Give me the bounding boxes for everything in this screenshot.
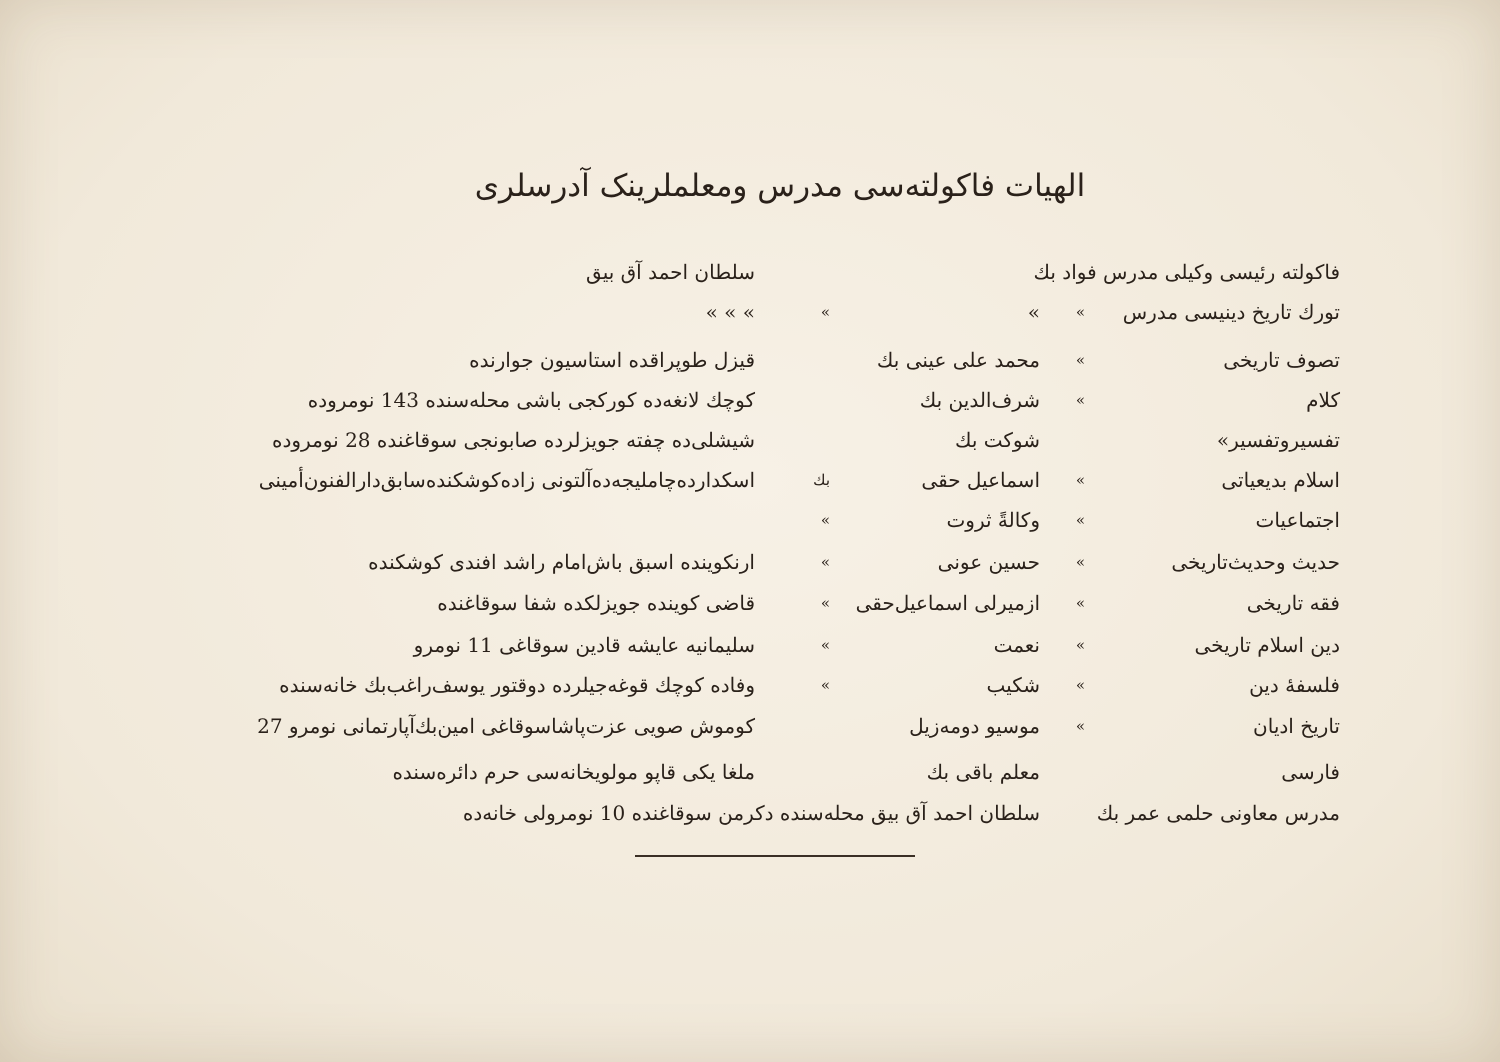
ditto-mark: » — [820, 511, 830, 529]
row-subject: کلام — [1306, 388, 1340, 412]
row-name: شوکت بك — [954, 428, 1040, 452]
list-row — [150, 665, 1340, 705]
row-address: کوچك لانغه‌ده کورکجی باشی محله‌سنده 143 نومروده — [307, 388, 755, 412]
row-name: محمد علی عینی بك — [876, 348, 1040, 372]
row-name: نعمت — [993, 633, 1040, 657]
list-row — [150, 583, 1340, 623]
list-row — [150, 500, 1340, 540]
row-name: حسین عونی — [937, 550, 1040, 574]
row-address: ارنکوینده اسبق باش‌امام راشد افندی کوشکنده — [368, 550, 755, 574]
ditto-mark: » — [820, 676, 830, 694]
list-row — [150, 625, 1340, 665]
divider-line — [635, 855, 915, 857]
list-row — [150, 420, 1340, 460]
row-name: موسیو دومه‌زیل — [909, 714, 1040, 738]
ditto-mark: » — [1075, 636, 1085, 654]
ditto-mark: » — [820, 303, 830, 321]
row-subject: اجتماعیات — [1255, 508, 1340, 532]
list-row — [150, 706, 1340, 746]
row-address: قاضی کوینده جویزلکده شفا سوقاغنده — [437, 591, 755, 615]
row-address: سلطان احمد آق بیق محله‌سنده دکرمن سوقاغنده 10 نومرولی خانه‌ده — [462, 801, 1040, 825]
row-address: وفاده کوچك قوغه‌جیلرده دوقتور یوسف‌راغب‌بك خانه‌سنده — [279, 673, 755, 697]
row-subject: فلسفهٔ دین — [1249, 673, 1340, 697]
ditto-mark: » — [1075, 594, 1085, 612]
ditto-mark: » — [1075, 351, 1085, 369]
ditto-mark: » — [820, 594, 830, 612]
list-row — [150, 752, 1340, 792]
ditto-mark: » — [1075, 676, 1085, 694]
row-name: وکالةً ثروت — [946, 508, 1040, 532]
ditto-mark: » — [1075, 303, 1085, 321]
row-address: قیزل طوپراقده استاسیون جوارنده — [469, 348, 755, 372]
list-row — [150, 380, 1340, 420]
ditto-mark: » — [1075, 391, 1085, 409]
row-address: اسکدارده‌چاملیجه‌ده‌آلتونی زاده‌کوشکنده‌سابق‌دارالفنون‌أمینی — [258, 468, 755, 492]
row-address: سلیمانیه عایشه قادین سوقاغی 11 نومرو — [413, 633, 755, 657]
row-subject: فارسی — [1281, 760, 1340, 784]
row-subject: دین اسلام تاریخی — [1194, 633, 1340, 657]
row-address: ملغا یکی قاپو مولویخانه‌سی حرم دائره‌سنده — [392, 760, 755, 784]
list-row — [150, 340, 1340, 380]
row-name: شکیب — [986, 673, 1040, 697]
page-title: الهیات فاکولته‌سی مدرس ومعلملرینک آدرسلری — [474, 168, 1086, 204]
row-subject: فقه تاریخی — [1246, 591, 1340, 615]
list-row-assistant — [150, 793, 1340, 833]
row-subject: تورك تاریخ دینیسی مدرس — [1122, 300, 1340, 324]
list-row — [150, 542, 1340, 582]
ditto-mark: » — [1075, 717, 1085, 735]
list-row — [150, 292, 1340, 332]
row-subject: تصوف تاریخی — [1223, 348, 1340, 372]
row-address: کوموش صویی عزت‌پاشاسوقاغی امین‌بك‌آپارتمانی نومرو 27 — [257, 714, 755, 738]
row-subject: حدیث وحدیث‌تاریخی — [1171, 550, 1340, 574]
ditto-mark: » — [820, 553, 830, 571]
ditto-mark: » — [1075, 511, 1085, 529]
row-name: ازمیرلی اسماعیل‌حقی — [855, 591, 1040, 615]
row-subject: فاکولته رئیسی وکیلی مدرس فواد بك — [1033, 260, 1340, 284]
row-name: معلم باقی بك — [926, 760, 1040, 784]
row-address: » » » — [705, 300, 755, 324]
ditto-mark: » — [820, 636, 830, 654]
list-row — [150, 252, 1340, 292]
ditto-mark: بك — [813, 471, 830, 489]
row-subject: تفسیروتفسیر» — [1216, 428, 1340, 452]
ditto-mark: » — [1075, 553, 1085, 571]
row-subject: اسلام بدیعیاتی — [1221, 468, 1340, 492]
list-row — [150, 460, 1340, 500]
row-name: » — [1027, 300, 1040, 324]
row-subject: تاریخ ادیان — [1253, 714, 1340, 738]
row-name: شرف‌الدین بك — [919, 388, 1040, 412]
ditto-mark: » — [1075, 471, 1085, 489]
row-address: شیشلی‌ده چفته جویزلرده صابونجی سوقاغنده 28 نومروده — [272, 428, 755, 452]
row-name: اسماعیل حقی — [921, 468, 1040, 492]
row-subject: مدرس معاونی حلمی عمر بك — [1096, 801, 1340, 825]
row-address: سلطان احمد آق بیق — [586, 260, 755, 284]
